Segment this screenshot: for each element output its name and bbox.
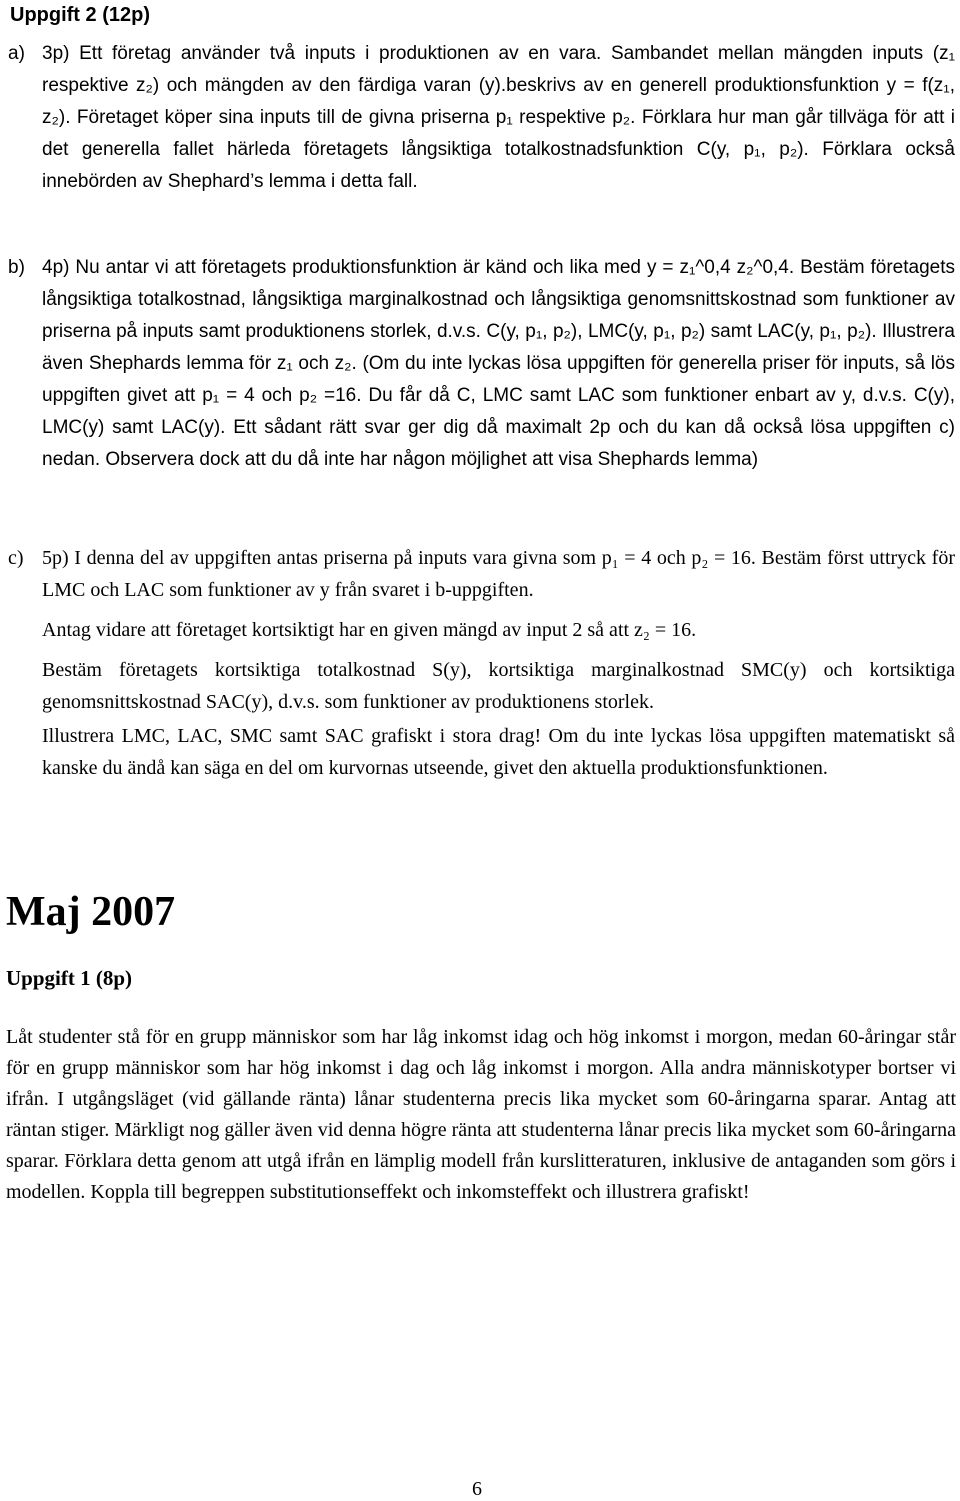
question-b-text: 4p) Nu antar vi att företagets produktionsfunktion är känd och lika med y = z₁^0,4 z₂^0,4. Bestäm företagets långsiktiga totalkostnad, långsiktiga marginalkostnad och långsiktiga genomsnittskostnad som funktioner av priserna på inputs samt produktionens storlek, d.v.s. C(y, p₁, p₂), LMC(y, p₁, p₂) samt LAC(y, p₁, p₂). Illustrera även Shephards lemma för z₁ och z₂. (Om du inte lyckas lösa uppgiften för generella priser för inputs, så lös uppgiften givet att p₁ = 4 och p₂ =16. Du får då C, LMC samt LAC som funktioner enbart av y, d.v.s. C(y), LMC(y) samt LAC(y). Ett sådant rätt svar ger dig då maximalt 2p och du kan då också lösa uppgiften c) nedan. Observera dock att du då inte har någon möjlighet att visa Shephards lemma) bbox=[42, 257, 955, 470]
section-heading-uppgift-2: Uppgift 2 (12p) bbox=[10, 4, 150, 26]
section-heading-uppgift-1: Uppgift 1 (8p) bbox=[6, 966, 133, 990]
exam-title: Maj 2007 bbox=[6, 889, 176, 935]
question-b-label: b) bbox=[8, 257, 25, 278]
question-a-text: 3p) Ett företag använder två inputs i produktionen av en vara. Sambandet mellan mängden inputs (z₁ respektive z₂) och mängden av den färdiga varan (y).beskrivs av en generell produktionsfunktion y = f(z₁, z₂). Företaget köper sina inputs till de givna priserna p₁ respektive p₂. Förklara hur man går tillväga för att i det generella fallet härleda företagets långsiktiga totalkostnadsfunktion C(y, p₁, p₂). Förklara också innebörden av Shephard’s lemma i detta fall. bbox=[42, 43, 955, 192]
page-number: 6 bbox=[472, 1478, 482, 1500]
question-c bbox=[8, 542, 955, 606]
question-c-paragraph-2: Antag vidare att företaget kortsiktigt har en given mängd av input 2 så att z₂ = 16. bbox=[42, 619, 697, 641]
question-a-label: a) bbox=[8, 43, 25, 64]
question-b bbox=[8, 252, 955, 476]
question-c-label: c) bbox=[8, 547, 24, 569]
question-c-text: 5p) I denna del av uppgiften antas priserna på inputs vara givna som p₁ = 4 och p₂ = 16. Bestäm först uttryck för LMC och LAC som funktioner av y från svaret i b-uppgiften. bbox=[42, 547, 955, 601]
uppgift-1-text: Låt studenter stå för en grupp människor som har låg inkomst idag och hög inkomst i morgon, medan 60-åringar står för en grupp människor som har hög inkomst i dag och låg inkomst i morgon. Alla andra människotyper bortser vi ifrån. I utgångsläget (vid gällande ränta) lånar studenterna precis lika mycket som 60-åringarna sparar. Antag att räntan stiger. Märkligt nog gäller även vid denna högre ränta att studenterna lånar precis lika mycket som 60-åringarna sparar. Förklara detta genom att utgå ifrån en lämplig modell från kurslitteraturen, inklusive de antaganden som görs i modellen. Koppla till begreppen substitutionseffekt och inkomsteffekt och illustrera grafiskt! bbox=[6, 1026, 956, 1203]
question-c-paragraph-3: Bestäm företagets kortsiktiga totalkostnad S(y), kortsiktiga marginalkostnad SMC(y) och kortsiktiga genomsnittskostnad SAC(y), d.v.s. som funktioner av produktionens storlek. bbox=[42, 659, 955, 713]
question-a bbox=[8, 38, 955, 198]
question-c-paragraph-4: Illustrera LMC, LAC, SMC samt SAC grafiskt i stora drag! Om du inte lyckas lösa uppgiften matematiskt så kanske du ändå kan säga en del om kurvornas utseende, givet den aktuella produktionsfunktionen. bbox=[42, 725, 955, 779]
